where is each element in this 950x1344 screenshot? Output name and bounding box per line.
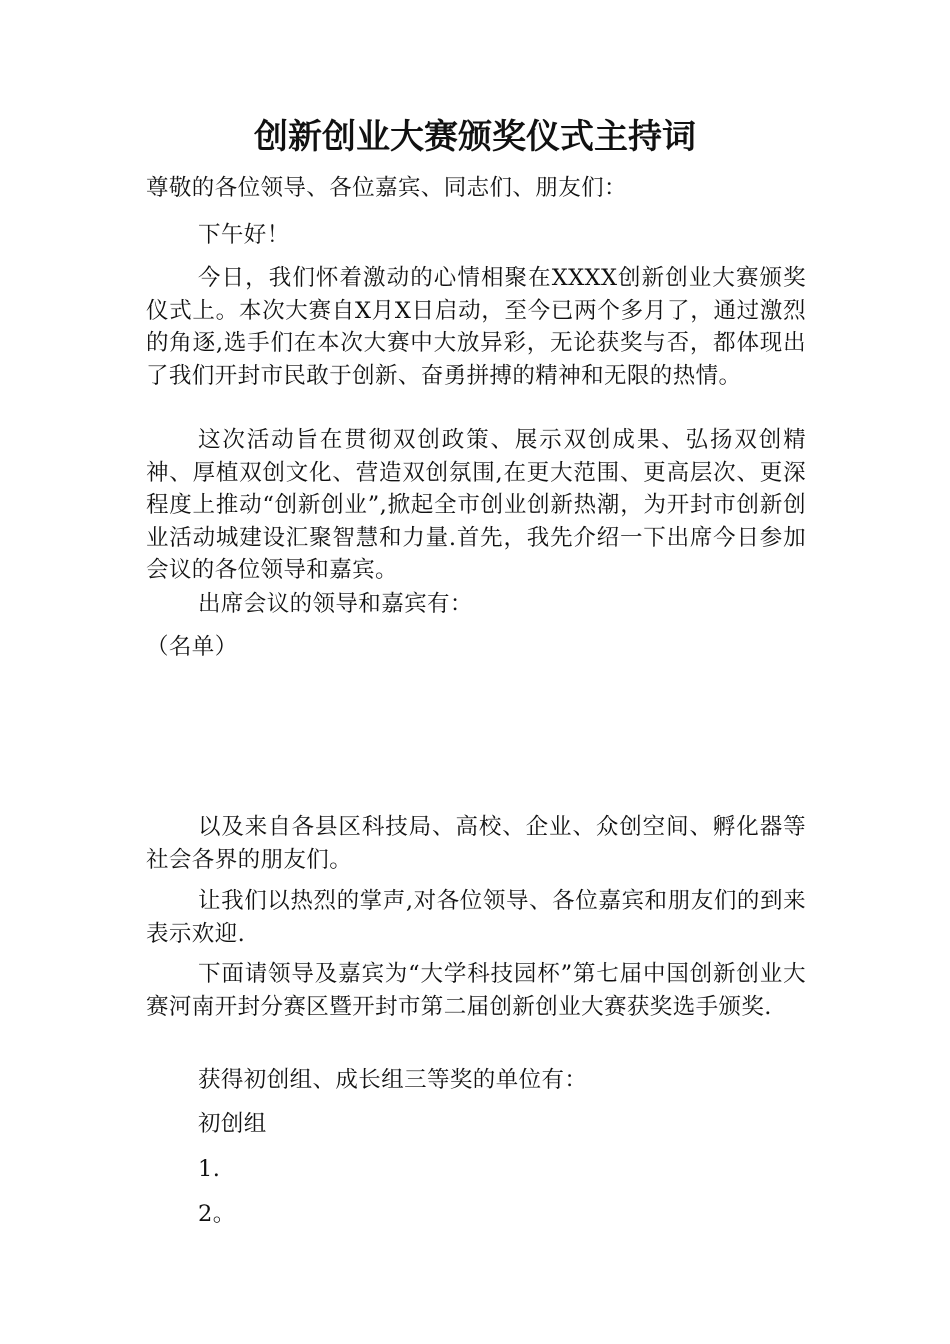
paragraph-friends: 以及来自各县区科技局、高校、企业、众创空间、孵化器等社会各界的朋友们。 — [146, 814, 806, 873]
salutation: 尊敬的各位领导、各位嘉宾、同志们、朋友们： — [146, 175, 627, 201]
section-startup-group: 初创组 — [198, 1111, 267, 1137]
document-title: 创新创业大赛颁奖仪式主持词 — [254, 117, 696, 157]
paragraph-welcome: 让我们以热烈的掌声,对各位领导、各位嘉宾和朋友们的到来表示欢迎. — [146, 888, 806, 947]
list-item-2: 2。 — [198, 1201, 236, 1227]
greeting: 下午好！ — [198, 222, 290, 248]
paragraph-award-intro: 下面请领导及嘉宾为“大学科技园杯”第七届中国创新创业大赛河南开封分赛区暨开封市第二届创新创业大赛获奖选手颁奖. — [146, 961, 806, 1020]
paragraph-purpose: 这次活动旨在贯彻双创政策、展示双创成果、弘扬双创精神、厚植双创文化、营造双创氛围,在更大范围、更高层次、更深程度上推动“创新创业”,掀起全市创业创新热潮，为开封市创新创业活动城建设汇聚智慧和力量.首先，我先介绍一下出席今日参加会议的各位领导和嘉宾。 — [146, 427, 806, 583]
paragraph-opening: 今日，我们怀着激动的心情相聚在XXXX创新创业大赛颁奖仪式上。本次大赛自X月X日启动，至今已两个多月了，通过激烈的角逐,选手们在本次大赛中大放异彩，无论获奖与否，都体现出了我们开封市民敢于创新、奋勇拼搏的精神和无限的热情。 — [146, 265, 806, 389]
paragraph-third-prize: 获得初创组、成长组三等奖的单位有： — [198, 1067, 588, 1093]
paragraph-attendees-intro: 出席会议的领导和嘉宾有： — [198, 591, 473, 617]
list-item-1: 1. — [198, 1156, 221, 1182]
paragraph-name-list: （名单） — [146, 634, 238, 660]
